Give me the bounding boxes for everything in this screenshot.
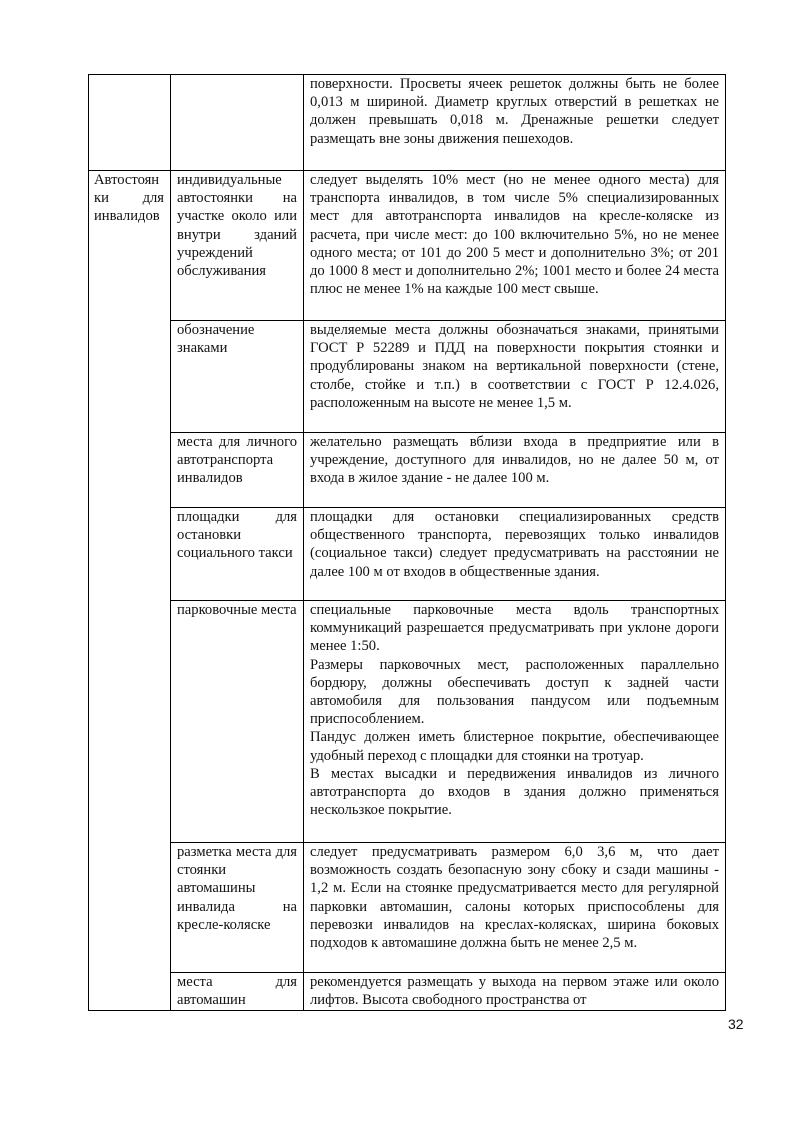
- table-row: [89, 601, 726, 843]
- item-cell: места для автомашин: [171, 973, 304, 1011]
- table-row: [89, 508, 726, 601]
- table-row: [89, 75, 726, 171]
- requirement-text: рекомендуется размещать у выхода на первом этаже или около лифтов. Высота свободного пространства от: [310, 974, 719, 1009]
- category-cell: [89, 75, 171, 171]
- item-cell: разметка места для стоянки автомашины инвалида на кресле-коляске: [171, 843, 304, 973]
- requirement-cell: [304, 973, 726, 1011]
- requirement-text: следует выделять 10% мест (но не менее одного места) для транспорта инвалидов, в том числе 5% специализированных мест для автотранспорта инвалидов на кресле-коляске из расчета, при числе мест: до 100 включительно 5%, но не менее одного места; от 101 до 200 5 мест и дополнительно 3%; от 201 до 1000 8 мест и дополнительно 2%; 1001 место и более 24 места плюс не менее 1% на каждые 100 мест свыше.: [310, 172, 719, 298]
- page-number: 32: [728, 1016, 744, 1032]
- requirement-cell: [304, 321, 726, 433]
- requirement-cell: [304, 171, 726, 321]
- requirement-text: желательно размещать вблизи входа в предприятие или в учреждение, доступного для инвалидов, но не далее 50 м, от входа в жилое здание - не далее 100 м.: [310, 434, 719, 487]
- requirement-cell: [304, 508, 726, 601]
- table-row: [89, 973, 726, 1011]
- requirement-cell: [304, 75, 726, 171]
- requirement-text: выделяемые места должны обозначаться знаками, принятыми ГОСТ Р 52289 и ПДД на поверхности покрытия стоянки и продублированы знаком на вертикальной поверхности (стене, столбе, стойке и т.п.) в соответствии с ГОСТ Р 12.4.026, расположенным на высоте не менее 1,5 м.: [310, 322, 719, 411]
- item-cell: [171, 75, 304, 171]
- category-cell: Автостоянки для инвалидов: [89, 171, 171, 1011]
- item-cell: площадки для остановки социального такси: [171, 508, 304, 601]
- requirement-cell: [304, 843, 726, 973]
- table-row: [89, 433, 726, 508]
- requirement-text: В местах высадки и передвижения инвалидов из личного автотранспорта до входов в здания должно применяться нескользкое покрытие.: [310, 765, 719, 819]
- item-cell: индивидуальные автостоянки на участке около или внутри зданий учреждений обслуживания: [171, 171, 304, 321]
- requirement-text: площадки для остановки специализированных средств общественного транспорта, перевозящих только инвалидов (социальное такси) следует предусматривать на расстоянии не далее 100 м от входов в общественные здания.: [310, 509, 719, 580]
- requirement-cell: [304, 433, 726, 508]
- table-row: [89, 321, 726, 433]
- requirement-text: поверхности. Просветы ячеек решеток должны быть не более 0,013 м шириной. Диаметр круглых отверстий в решетках не должен превышать 0,018 м. Дренажные решетки следует размещать вне зоны движения пешеходов.: [310, 76, 719, 147]
- table-row: [89, 843, 726, 973]
- requirement-text: специальные парковочные места вдоль транспортных коммуникаций разрешается предусматривать при уклоне дороги менее 1:50.: [310, 602, 719, 655]
- requirement-text: Пандус должен иметь блистерное покрытие, обеспечивающее удобный переход с площадки для стоянки на тротуар.: [310, 729, 719, 764]
- item-cell: обозначение знаками: [171, 321, 304, 433]
- table-row: [89, 171, 726, 321]
- requirement-text: Размеры парковочных мест, расположенных параллельно бордюру, должны обеспечивать доступ к задней части автомобиля для пользования пандусом или подъемным приспособлением.: [310, 656, 719, 728]
- item-cell: парковочные места: [171, 601, 304, 843]
- requirement-text: следует предусматривать размером 6,0 3,6 м, что дает возможность создать безопасную зону сбоку и сзади машины - 1,2 м. Если на стоянке предусматривается место для регулярной парковки автомашин, салоны которых приспособлены для перевозки инвалидов на креслах-колясках, ширина боковых подходов к автомашине должна быть не менее 2,5 м.: [310, 844, 719, 952]
- requirements-table: [88, 74, 726, 1011]
- requirement-cell: [304, 601, 726, 843]
- item-cell: места для личного автотранспорта инвалидов: [171, 433, 304, 508]
